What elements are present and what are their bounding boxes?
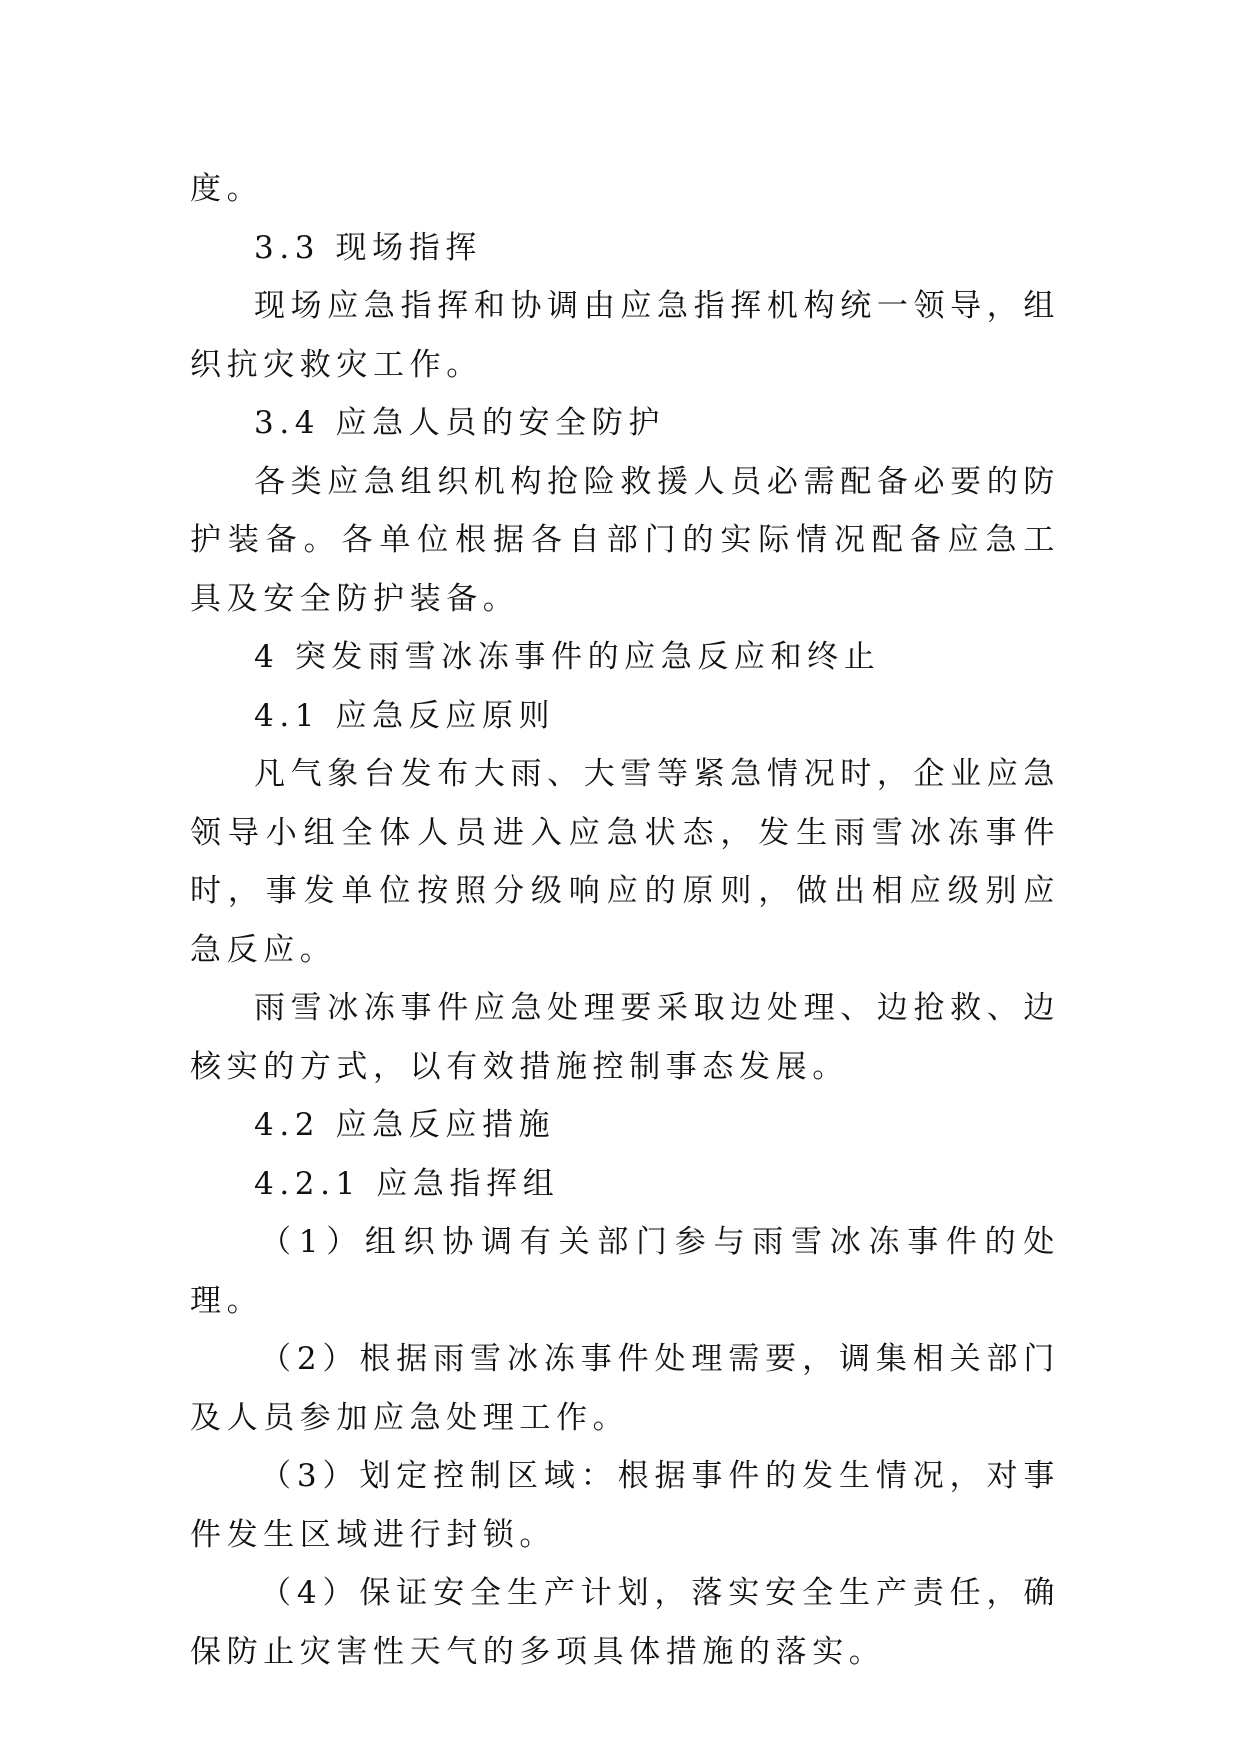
chapter-heading-4: 4 突发雨雪冰冻事件的应急反应和终止 (254, 639, 881, 675)
subsection-heading-4-2-1: 4.2.1 应急指挥组 (254, 1165, 560, 1202)
list-item: （1）组织协调有关部门参与雨雪冰冻事件的处理。 (190, 1224, 1060, 1319)
section-heading-3-3: 3.3 现场指挥 (254, 229, 482, 266)
list-item: （3）划定控制区域：根据事件的发生情况，对事件发生区域进行封锁。 (190, 1458, 1060, 1553)
list-item: （4）保证安全生产计划，落实安全生产责任，确保防止灾害性天气的多项具体措施的落实。 (190, 1575, 1060, 1670)
paragraph-continuation: 度。 (190, 171, 264, 207)
paragraph: 各类应急组织机构抢险救援人员必需配备必要的防护装备。各单位根据各自部门的实际情况配备应急工具及安全防护装备。 (190, 463, 1060, 617)
section-heading-4-1: 4.1 应急反应原则 (254, 697, 556, 734)
section-heading-3-4: 3.4 应急人员的安全防护 (254, 405, 665, 441)
document-body (190, 160, 1060, 1681)
paragraph: 雨雪冰冻事件应急处理要采取边处理、边抢救、边核实的方式，以有效措施控制事态发展。 (190, 990, 1060, 1085)
list-item: （2）根据雨雪冰冻事件处理需要，调集相关部门及人员参加应急处理工作。 (190, 1341, 1060, 1436)
paragraph: 现场应急指挥和协调由应急指挥机构统一领导，组织抗灾救灾工作。 (190, 288, 1060, 383)
section-heading-4-2: 4.2 应急反应措施 (254, 1107, 556, 1143)
paragraph: 凡气象台发布大雨、大雪等紧急情况时，企业应急领导小组全体人员进入应急状态，发生雨雪冰冻事件时，事发单位按照分级响应的原则，做出相应级别应急反应。 (190, 756, 1060, 968)
